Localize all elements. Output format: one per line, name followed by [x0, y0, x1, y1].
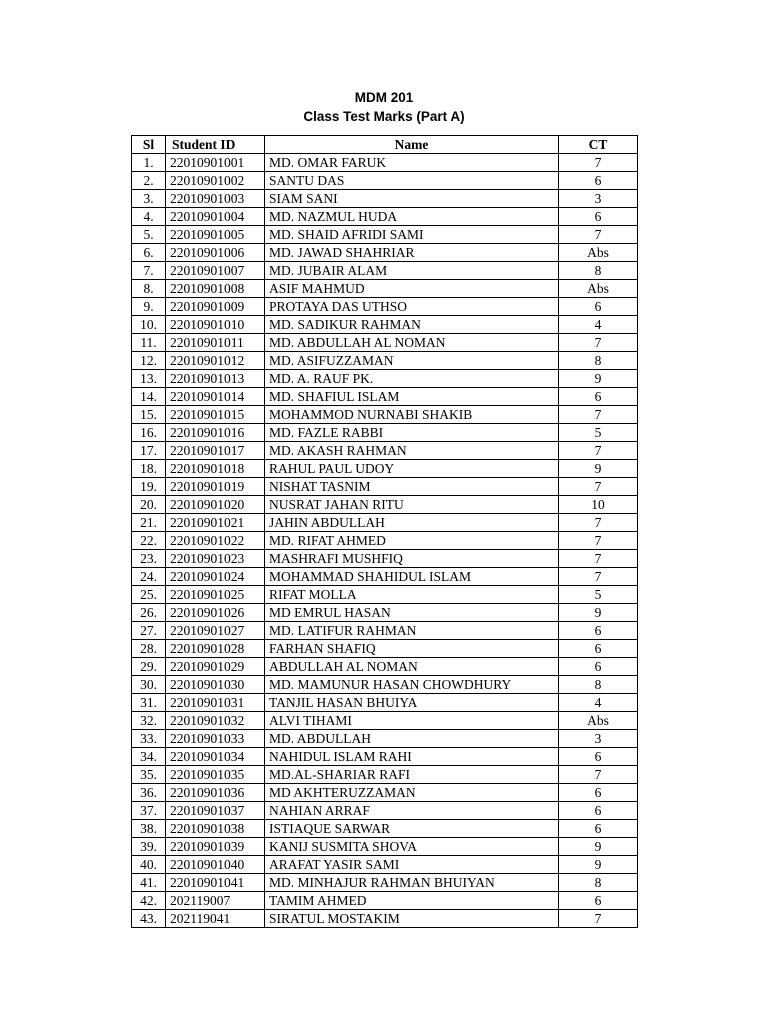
ct-mark-cell: 5 — [559, 424, 638, 442]
student-name-cell: MD. SADIKUR RAHMAN — [265, 316, 559, 334]
serial-cell: 36. — [132, 784, 166, 802]
ct-mark-cell: 7 — [559, 478, 638, 496]
serial-cell: 25. — [132, 586, 166, 604]
table-row — [132, 514, 638, 532]
ct-mark-cell: 7 — [559, 910, 638, 928]
ct-mark-cell: 4 — [559, 316, 638, 334]
student-name-cell: MOHAMMAD SHAHIDUL ISLAM — [265, 568, 559, 586]
student-name-cell: MD EMRUL HASAN — [265, 604, 559, 622]
table-row — [132, 694, 638, 712]
serial-cell: 13. — [132, 370, 166, 388]
ct-mark-cell: 6 — [559, 892, 638, 910]
table-row — [132, 892, 638, 910]
serial-cell: 32. — [132, 712, 166, 730]
student-id-cell: 22010901018 — [166, 460, 265, 478]
table-row — [132, 442, 638, 460]
student-name-cell: MD. JUBAIR ALAM — [265, 262, 559, 280]
course-title: MDM 201 — [354, 90, 414, 105]
table-row — [132, 388, 638, 406]
serial-cell: 15. — [132, 406, 166, 424]
student-name-cell: MOHAMMOD NURNABI SHAKIB — [265, 406, 559, 424]
ct-mark-cell: 6 — [559, 658, 638, 676]
serial-cell: 1. — [132, 154, 166, 172]
student-id-cell: 22010901014 — [166, 388, 265, 406]
table-row — [132, 856, 638, 874]
student-name-cell: ALVI TIHAMI — [265, 712, 559, 730]
student-id-cell: 22010901006 — [166, 244, 265, 262]
serial-cell: 29. — [132, 658, 166, 676]
serial-cell: 28. — [132, 640, 166, 658]
student-name-cell: SANTU DAS — [265, 172, 559, 190]
student-name-cell: MD. OMAR FARUK — [265, 154, 559, 172]
student-name-cell: MD. ASIFUZZAMAN — [265, 352, 559, 370]
table-row — [132, 910, 638, 928]
table-row — [132, 208, 638, 226]
table-row — [132, 262, 638, 280]
serial-cell: 17. — [132, 442, 166, 460]
serial-cell: 16. — [132, 424, 166, 442]
student-id-cell: 22010901012 — [166, 352, 265, 370]
student-name-cell: RIFAT MOLLA — [265, 586, 559, 604]
ct-mark-cell: 7 — [559, 334, 638, 352]
table-row — [132, 730, 638, 748]
ct-mark-cell: 7 — [559, 154, 638, 172]
table-row — [132, 334, 638, 352]
document-subtitle: Class Test Marks (Part A) — [303, 109, 465, 124]
document-header — [0, 88, 768, 126]
table-row — [132, 496, 638, 514]
table-row — [132, 352, 638, 370]
table-row — [132, 820, 638, 838]
student-name-cell: MASHRAFI MUSHFIQ — [265, 550, 559, 568]
header-sl: Sl — [132, 136, 166, 154]
serial-cell: 23. — [132, 550, 166, 568]
serial-cell: 31. — [132, 694, 166, 712]
student-name-cell: MD AKHTERUZZAMAN — [265, 784, 559, 802]
student-name-cell: ASIF MAHMUD — [265, 280, 559, 298]
student-id-cell: 22010901007 — [166, 262, 265, 280]
student-name-cell: MD. MINHAJUR RAHMAN BHUIYAN — [265, 874, 559, 892]
student-name-cell: KANIJ SUSMITA SHOVA — [265, 838, 559, 856]
serial-cell: 3. — [132, 190, 166, 208]
ct-mark-cell: 8 — [559, 676, 638, 694]
student-name-cell: MD. JAWAD SHAHRIAR — [265, 244, 559, 262]
ct-mark-cell: Abs — [559, 244, 638, 262]
ct-mark-cell: Abs — [559, 280, 638, 298]
ct-mark-cell: 6 — [559, 820, 638, 838]
marks-table — [131, 135, 638, 928]
student-id-cell: 22010901040 — [166, 856, 265, 874]
ct-mark-cell: 9 — [559, 604, 638, 622]
student-name-cell: ISTIAQUE SARWAR — [265, 820, 559, 838]
student-id-cell: 22010901016 — [166, 424, 265, 442]
student-name-cell: FARHAN SHAFIQ — [265, 640, 559, 658]
ct-mark-cell: 6 — [559, 640, 638, 658]
ct-mark-cell: 6 — [559, 802, 638, 820]
student-name-cell: RAHUL PAUL UDOY — [265, 460, 559, 478]
student-id-cell: 22010901026 — [166, 604, 265, 622]
ct-mark-cell: 9 — [559, 460, 638, 478]
student-id-cell: 22010901021 — [166, 514, 265, 532]
student-id-cell: 22010901013 — [166, 370, 265, 388]
student-id-cell: 22010901019 — [166, 478, 265, 496]
header-name: Name — [265, 136, 559, 154]
ct-mark-cell: 7 — [559, 514, 638, 532]
ct-mark-cell: 8 — [559, 352, 638, 370]
student-name-cell: MD. AKASH RAHMAN — [265, 442, 559, 460]
serial-cell: 27. — [132, 622, 166, 640]
table-row — [132, 550, 638, 568]
student-name-cell: ABDULLAH AL NOMAN — [265, 658, 559, 676]
ct-mark-cell: 7 — [559, 406, 638, 424]
ct-mark-cell: 6 — [559, 388, 638, 406]
student-name-cell: NAHIAN ARRAF — [265, 802, 559, 820]
student-name-cell: ARAFAT YASIR SAMI — [265, 856, 559, 874]
table-row — [132, 370, 638, 388]
student-id-cell: 22010901039 — [166, 838, 265, 856]
table-row — [132, 838, 638, 856]
ct-mark-cell: 6 — [559, 748, 638, 766]
table-row — [132, 622, 638, 640]
serial-cell: 41. — [132, 874, 166, 892]
student-id-cell: 22010901030 — [166, 676, 265, 694]
serial-cell: 43. — [132, 910, 166, 928]
ct-mark-cell: 7 — [559, 442, 638, 460]
student-name-cell: NISHAT TASNIM — [265, 478, 559, 496]
table-row — [132, 568, 638, 586]
table-body — [132, 154, 638, 928]
serial-cell: 4. — [132, 208, 166, 226]
student-id-cell: 22010901024 — [166, 568, 265, 586]
ct-mark-cell: 6 — [559, 622, 638, 640]
serial-cell: 24. — [132, 568, 166, 586]
ct-mark-cell: 7 — [559, 532, 638, 550]
table-row — [132, 280, 638, 298]
table-row — [132, 784, 638, 802]
table-row — [132, 172, 638, 190]
serial-cell: 14. — [132, 388, 166, 406]
serial-cell: 5. — [132, 226, 166, 244]
serial-cell: 42. — [132, 892, 166, 910]
student-name-cell: MD. NAZMUL HUDA — [265, 208, 559, 226]
student-name-cell: MD. SHAFIUL ISLAM — [265, 388, 559, 406]
student-name-cell: MD. LATIFUR RAHMAN — [265, 622, 559, 640]
student-id-cell: 22010901034 — [166, 748, 265, 766]
student-name-cell: SIRATUL MOSTAKIM — [265, 910, 559, 928]
student-name-cell: MD. ABDULLAH — [265, 730, 559, 748]
student-name-cell: TAMIM AHMED — [265, 892, 559, 910]
serial-cell: 12. — [132, 352, 166, 370]
student-id-cell: 22010901003 — [166, 190, 265, 208]
student-id-cell: 22010901041 — [166, 874, 265, 892]
student-id-cell: 22010901002 — [166, 172, 265, 190]
student-name-cell: NUSRAT JAHAN RITU — [265, 496, 559, 514]
ct-mark-cell: 7 — [559, 226, 638, 244]
table-row — [132, 748, 638, 766]
table-row — [132, 226, 638, 244]
student-id-cell: 22010901008 — [166, 280, 265, 298]
ct-mark-cell: 7 — [559, 568, 638, 586]
table-row — [132, 244, 638, 262]
student-name-cell: PROTAYA DAS UTHSO — [265, 298, 559, 316]
student-id-cell: 22010901032 — [166, 712, 265, 730]
ct-mark-cell: 9 — [559, 370, 638, 388]
ct-mark-cell: 6 — [559, 208, 638, 226]
serial-cell: 37. — [132, 802, 166, 820]
ct-mark-cell: 9 — [559, 838, 638, 856]
ct-mark-cell: 8 — [559, 262, 638, 280]
serial-cell: 20. — [132, 496, 166, 514]
table-row — [132, 298, 638, 316]
student-id-cell: 22010901023 — [166, 550, 265, 568]
ct-mark-cell: 6 — [559, 298, 638, 316]
student-id-cell: 22010901031 — [166, 694, 265, 712]
student-id-cell: 22010901027 — [166, 622, 265, 640]
serial-cell: 10. — [132, 316, 166, 334]
ct-mark-cell: 4 — [559, 694, 638, 712]
table-row — [132, 586, 638, 604]
serial-cell: 19. — [132, 478, 166, 496]
student-id-cell: 22010901011 — [166, 334, 265, 352]
table-row — [132, 874, 638, 892]
student-id-cell: 22010901009 — [166, 298, 265, 316]
student-name-cell: MD. ABDULLAH AL NOMAN — [265, 334, 559, 352]
serial-cell: 8. — [132, 280, 166, 298]
ct-mark-cell: 6 — [559, 172, 638, 190]
student-id-cell: 22010901004 — [166, 208, 265, 226]
student-name-cell: TANJIL HASAN BHUIYA — [265, 694, 559, 712]
ct-mark-cell: 7 — [559, 550, 638, 568]
table-row — [132, 712, 638, 730]
table-row — [132, 316, 638, 334]
student-id-cell: 22010901033 — [166, 730, 265, 748]
student-name-cell: MD. FAZLE RABBI — [265, 424, 559, 442]
student-id-cell: 22010901036 — [166, 784, 265, 802]
serial-cell: 35. — [132, 766, 166, 784]
serial-cell: 6. — [132, 244, 166, 262]
ct-mark-cell: 8 — [559, 874, 638, 892]
student-name-cell: NAHIDUL ISLAM RAHI — [265, 748, 559, 766]
header-ct: CT — [559, 136, 638, 154]
student-name-cell: MD.AL-SHARIAR RAFI — [265, 766, 559, 784]
ct-mark-cell: 7 — [559, 766, 638, 784]
student-id-cell: 22010901028 — [166, 640, 265, 658]
student-id-cell: 22010901025 — [166, 586, 265, 604]
ct-mark-cell: 9 — [559, 856, 638, 874]
serial-cell: 22. — [132, 532, 166, 550]
student-name-cell: MD. SHAID AFRIDI SAMI — [265, 226, 559, 244]
student-id-cell: 22010901005 — [166, 226, 265, 244]
table-row — [132, 478, 638, 496]
table-row — [132, 640, 638, 658]
student-name-cell: MD. A. RAUF PK. — [265, 370, 559, 388]
table-row — [132, 460, 638, 478]
serial-cell: 38. — [132, 820, 166, 838]
student-id-cell: 22010901001 — [166, 154, 265, 172]
serial-cell: 7. — [132, 262, 166, 280]
serial-cell: 30. — [132, 676, 166, 694]
student-name-cell: MD. RIFAT AHMED — [265, 532, 559, 550]
student-id-cell: 22010901017 — [166, 442, 265, 460]
ct-mark-cell: 3 — [559, 190, 638, 208]
table-row — [132, 766, 638, 784]
student-id-cell: 22010901038 — [166, 820, 265, 838]
ct-mark-cell: 5 — [559, 586, 638, 604]
table-row — [132, 604, 638, 622]
student-id-cell: 22010901010 — [166, 316, 265, 334]
serial-cell: 26. — [132, 604, 166, 622]
serial-cell: 33. — [132, 730, 166, 748]
serial-cell: 2. — [132, 172, 166, 190]
serial-cell: 39. — [132, 838, 166, 856]
table-row — [132, 802, 638, 820]
ct-mark-cell: Abs — [559, 712, 638, 730]
ct-mark-cell: 10 — [559, 496, 638, 514]
table-row — [132, 532, 638, 550]
ct-mark-cell: 6 — [559, 784, 638, 802]
serial-cell: 21. — [132, 514, 166, 532]
student-id-cell: 22010901035 — [166, 766, 265, 784]
student-id-cell: 22010901022 — [166, 532, 265, 550]
table-header-row — [132, 136, 638, 154]
student-id-cell: 202119007 — [166, 892, 265, 910]
serial-cell: 40. — [132, 856, 166, 874]
student-id-cell: 22010901015 — [166, 406, 265, 424]
student-name-cell: JAHIN ABDULLAH — [265, 514, 559, 532]
student-id-cell: 22010901020 — [166, 496, 265, 514]
table-row — [132, 424, 638, 442]
student-id-cell: 22010901029 — [166, 658, 265, 676]
ct-mark-cell: 3 — [559, 730, 638, 748]
student-id-cell: 202119041 — [166, 910, 265, 928]
table-row — [132, 154, 638, 172]
serial-cell: 9. — [132, 298, 166, 316]
serial-cell: 11. — [132, 334, 166, 352]
serial-cell: 18. — [132, 460, 166, 478]
table-row — [132, 406, 638, 424]
student-name-cell: MD. MAMUNUR HASAN CHOWDHURY — [265, 676, 559, 694]
table-row — [132, 658, 638, 676]
table-row — [132, 676, 638, 694]
table-row — [132, 190, 638, 208]
header-student-id: Student ID — [166, 136, 265, 154]
student-id-cell: 22010901037 — [166, 802, 265, 820]
student-name-cell: SIAM SANI — [265, 190, 559, 208]
serial-cell: 34. — [132, 748, 166, 766]
